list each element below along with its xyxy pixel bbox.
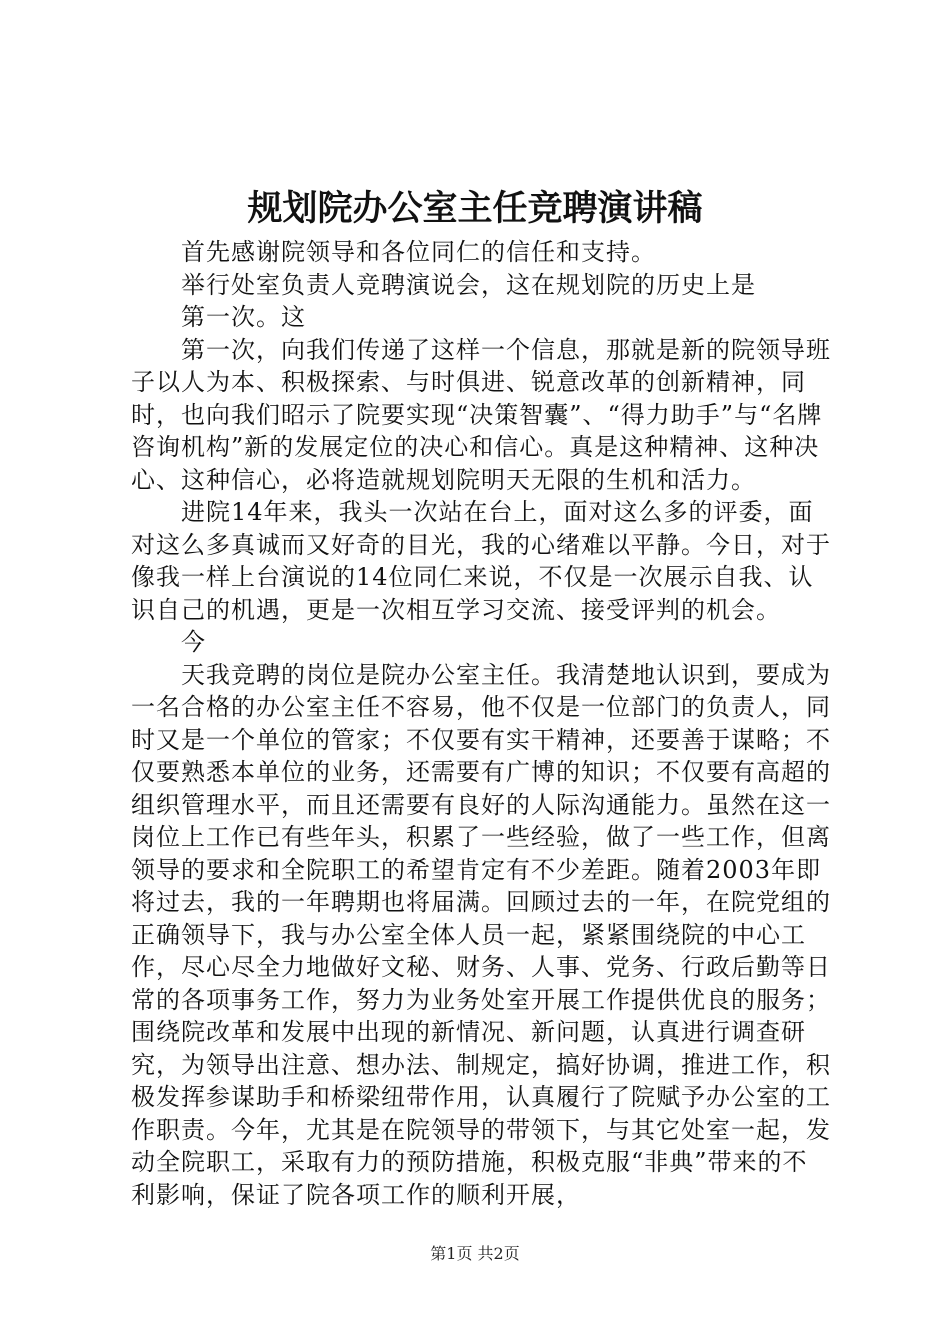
- paragraph: 天我竞聘的岗位是院办公室主任。我清楚地认识到，要成为一名合格的办公室主任不容易，他不仅是一位部门的负责人，同时又是一个单位的管家；不仅要有实干精神，还要善于谋略；不仅要熟悉本单位的业务，还需要有广博的知识；不仅要有高超的组织管理水平，而且还需要有良好的人际沟通能力。虽然在这一岗位上工作已有些年头，积累了一些经验，做了一些工作，但离领导的要求和全院职工的希望肯定有不少差距。随着2003年即将过去，我的一年聘期也将届满。回顾过去的一年，在院党组的正确领导下，我与办公室全体人员一起，紧紧围绕院的中心工作，尽心尽全力地做好文秘、财务、人事、党务、行政后勤等日常的各项事务工作，努力为业务处室开展工作提供优良的服务；围绕院改革和发展中出现的新情况、新问题，认真进行调查研究，为领导出注意、想办法、制规定，搞好协调，推进工作，积极发挥参谋助手和桥梁纽带作用，认真履行了院赋予办公室的工作职责。今年，尤其是在院领导的带领下，与其它处室一起，发动全院职工，采取有力的预防措施，积极克服“非典”带来的不利影响，保证了院各项工作的顺利开展，: [131, 660, 831, 1209]
- page-footer: 第1页 共2页: [430, 1244, 520, 1263]
- paragraph: 进院14年来，我头一次站在台上，面对这么多的评委，面对这么多真诚而又好奇的目光，我的心绪难以平静。今日，对于像我一样上台演说的14位同仁来说，不仅是一次展示自我、认识自己的机遇，更是一次相互学习交流、接受评判的机会。: [131, 498, 831, 624]
- document-title: 规划院办公室主任竞聘演讲稿: [247, 188, 703, 229]
- paragraph: 第一次，向我们传递了这样一个信息，那就是新的院领导班子以人为本、积极探索、与时俱进、锐意改革的创新精神，同时，也向我们昭示了院要实现“决策智囊”、“得力助手”与“名牌咨询机构”新的发展定位的决心和信心。真是这种精神、这种决心、这种信心，必将造就规划院明天无限的生机和活力。: [131, 335, 831, 494]
- paragraph: 首先感谢院领导和各位同仁的信任和支持。: [181, 238, 656, 266]
- paragraph: 举行处室负责人竞聘演说会，这在规划院的历史上是: [181, 270, 756, 299]
- paragraph: 第一次。这: [181, 303, 306, 331]
- paragraph: 今: [181, 628, 206, 656]
- document-body: [131, 236, 831, 1211]
